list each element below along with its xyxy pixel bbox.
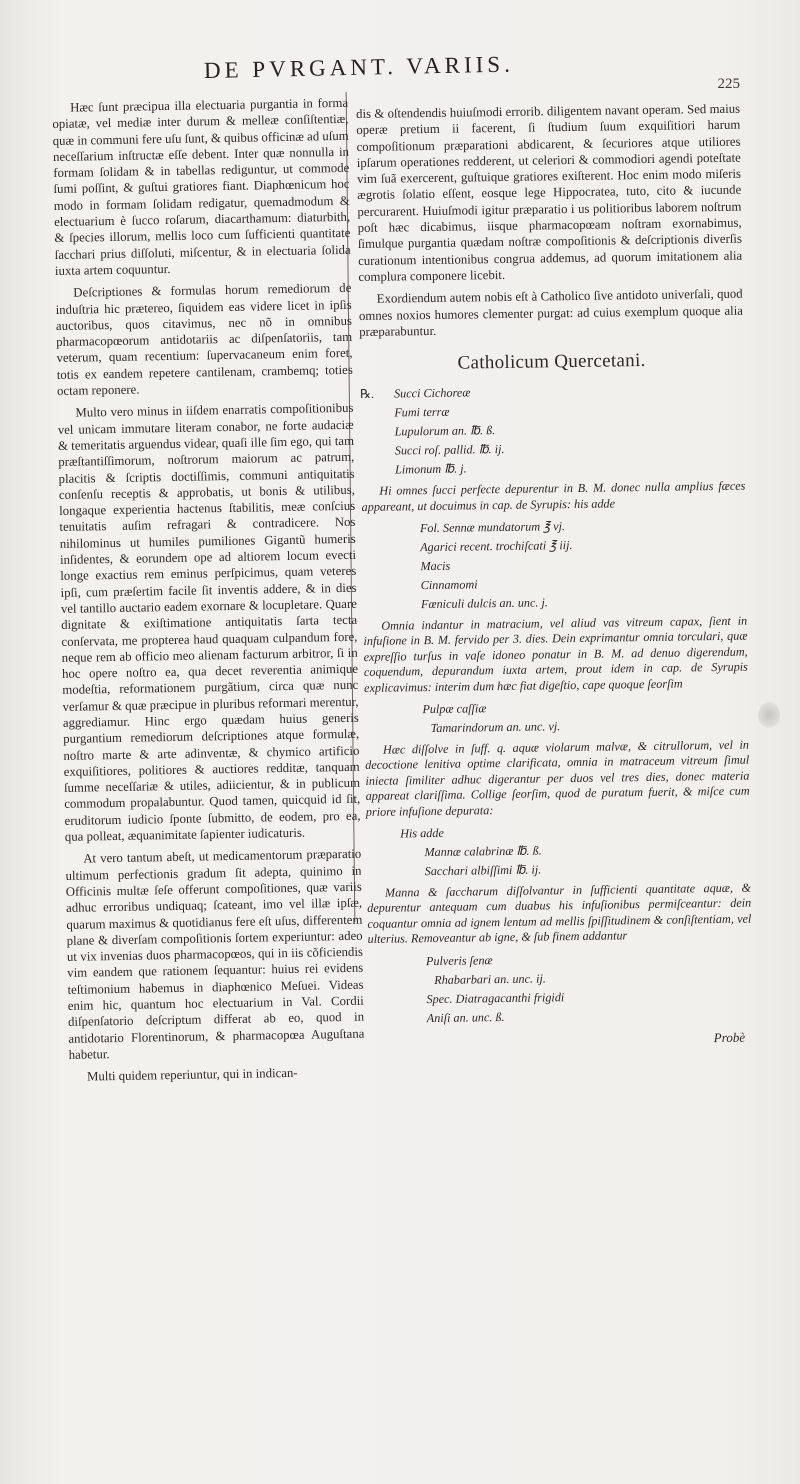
ingredient-line: Aniſi an. unc. ß.: [426, 1009, 505, 1025]
ingredient-line: [360, 381, 744, 402]
left-column: [52, 95, 365, 1092]
paragraph: At vero tantum abeſt, ut medicamentorum præparatio ultimum perfectionis gradum ſit adepta, quinimo in Officinis multæ ſeſe offerunt compoſitiones, quæ variis adhuc erroribus undiquaq; ſcateant, imo vel illæ ipſæ, quarum maximus & quotidianus fere eſt uſus, differentem plane & diverſam compoſitionis ſortem experiuntur: adeo ut vix invenias duos pharmacopœos, qui in iis cõficiendis vim eandem que rationem ſequantur: huius rei evidens teſtimonium habemus in diaphœnico Meſuei. Videas enim hic, quantum hoc electuarium in Val. Cordii diſpenſatorio deſcriptum differat ab eo, quod in antidotario Florentinorum, & pharmacopœa Auguſtana habetur.: [65, 847, 365, 1062]
page-number: 225: [717, 76, 740, 92]
ingredient-line: Limonum ℔. j.: [394, 461, 467, 477]
ingredient-line: Macis: [420, 558, 451, 574]
ingredient-line: Spec. Diatragacanthi frigidi: [426, 989, 565, 1006]
recipe-ingredients-5: [368, 948, 753, 1026]
ingredient-line: Sacchari albiſſimi ℔. ij.: [424, 862, 542, 879]
his-adde: [366, 821, 750, 842]
recipe-symbol: ℞.: [359, 386, 375, 402]
paragraph: Multi quidem reperiuntur, qui in indican-: [86, 1066, 298, 1084]
paragraph: Deſcriptiones & formulas horum remediorum de induſtria hic prætereo, ſiquidem eas videre licet in ipſis auctoribus, quos citavimus, nec nõ in omnibus pharmacopœorum antidotariis ac diſpenſatoriis, tam veterum, quam recentium: ſupervacaneum enim foret, totis ex eandem repetere cantilenam, crambemq; toties octam reponere.: [55, 281, 353, 399]
instruction: Hi omnes ſucci perfecte depurentur in B. M. donec nulla amplius fæces appareant, ut docuimus in cap. de Syrupis: his adde: [361, 478, 746, 514]
ingredient-line: Pulveris ſenæ: [425, 952, 493, 968]
recipe-ingredients-3: [364, 697, 748, 737]
instruction: Omnia indantur in matracium, vel aliud vas vitreum capax, ſient in infuſione in B. M. fervido per 3. dies. Dein exprimantur omnia torculari, quæ expreſſio turſus in vaſe idoneo ponatur in B. M. ad denuo digerendum, coquendum, depurandum iuxta artem, prout idem in cap. de Syrupis explicavimus: interim dum hæc fiat digeſtio, cape quoque ſeorſim: [363, 613, 748, 695]
running-head: DE PVRGANT. VARIIS.: [203, 51, 515, 83]
instruction: Hæc diſſolve in ſuff. q. aquæ violarum malvæ, & citrullorum, vel in decoctione lenitiva optime clarificata, omnia in matraceum vitreum ſimul iniecta ſimiliter adhuc digerantur per duos vel tres dies, donec materia appareat clariſſima. Collige ſeorſim, quod de puratum fuerit, & miſce cum priore infuſione depurata:: [365, 737, 750, 819]
ingredient-line: Pulpæ caſſiæ: [422, 701, 487, 717]
instruction: Manna & ſaccharum diſſolvantur in ſufficienti quantitate aquæ, & depurentur antequam cum duabus his infuſionibus permiſceantur: dein coquantur omnia ad ignem lentum ad mellis ſpiſſitudinem & conſiſtentiam, vel ulterius. Removeantur ab igne, & ſub finem addantur: [367, 880, 752, 947]
ingredient-line: Fumi terræ: [394, 404, 450, 420]
ingredient: Succi Cichoreæ: [393, 385, 471, 401]
ingredient-line: Agarici recent. trochiſcati ℥ iij.: [420, 537, 573, 555]
paragraph: dis & oſtendendis huiuſmodi errorib. diligentem navant operam. Sed maius operæ pretium ii facerent, ſi ſtudium ſuum exquiſitiori harum compoſitionum præparationi abdicarent, & ſecuriores atque utiliores ipſarum operationes redderent, ut celeriori & commodiori agendi poteſtate vim ſuã exercerent, guſtuique gratiores exiſterent. Hoc enim modo miſeris ægrotis ſolatio eſſent, eosque lege Hippocratea, tuto, cito & iucunde percurarent. Huiuſmodi igitur præparatio i us politioribus laborem noſtrum poſt hæc dicabimus, iisque pharmacopœam noſtram exornabimus, ſimulque purgantia quædam noſtræ compoſitionis & deſcriptionis diverſis curationum intentionibus congrua addemus, ad quorum imitationem alia complura componere licebit.: [356, 101, 743, 284]
ingredient-line: Lupulorum an. ℔. ß.: [394, 423, 496, 439]
recipe-ingredients-4: [366, 840, 750, 880]
page-header: [180, 51, 740, 92]
paragraph: Multo vero minus in iiſdem enarratis compoſitionibus vel unicam immutare literam conabor, ne forte audaciæ & temeritatis arguendus videar, quaſi ille ſim ego, qui tam præſtantiſſimorum, noſtrorum maiorum ac patrum, placitis & ſcriptis doctiſſimis, communi antiquitatis conſenſu receptis & approbatis, ut bonis & utilibus, longaque experientia hactenus ſtabilitis, meæ conſcius tenuitatis auſim refragari & contradicere. Nos nihilominus ut humiles pumiliones Gigantũ humeris inſidentes, & eorundem ope ad altiorem locum evecti longe exactius rem eminus perſpicimus, quam veteres ipſi, cum præſertim facile ſit inventis addere, & in dies vel tantillo auctario eadem exornare & locupletare. Quare dignitate & exiſtimatione antiquitatis ſarta tecta conſervata, me propterea haud quaquam culpandum fore, neque rem ab officio meo alienam facturum arbitror, ſi in hoc opere noſtro ea, qua decet reverentia animique modeſtia, reformationem purgãtium, circa quæ nunc verſamur & quæ præcipue in pluribus reformari merentur, aggrediamur. Hinc ergo quædam huius generis purgantium remediorum deſcriptiones atque formulæ, noſtro marte & arte adinventæ, & chymico artificio exquiſitiores, politiores & auctiores redditæ, tanquam ſumme neceſſariæ & utiles, adiicientur, & in publicum commodum propalabuntur. Quod tamen, quicquid id ſit, eruditorum iudicio ſponte ſubmitto, de eodem, pro ea, qua polleat, æquanimitate ſapienter iudicaturis.: [57, 401, 361, 844]
ingredient-line: Rhabarbari an. unc. ij.: [434, 971, 547, 987]
recipe-ingredients-2: [362, 516, 747, 613]
ingredient-line: His adde: [400, 825, 444, 841]
ingredient-line: Fol. Sennæ mundatorum ℥ vj.: [419, 519, 566, 536]
ingredient-line: Mannæ calabrinæ ℔. ß.: [424, 843, 542, 860]
ingredient-line: Cinnamomi: [420, 577, 478, 593]
right-column: [356, 101, 753, 1051]
paragraph: Exordiendum autem nobis eſt à Catholico ſive antidoto univerſali, quod omnes noxios humores clementer purgat: ad cuius exemplum quoque alia præparabuntur.: [358, 286, 743, 339]
paper-stain: [758, 702, 780, 728]
ingredient-line: Tamarindorum an. unc. vj.: [430, 719, 561, 736]
recipe-ingredients-1: [360, 381, 745, 478]
ingredient-line: Fœniculi dulcis an. unc. j.: [420, 595, 548, 612]
section-title: Catholicum Quercetani.: [457, 350, 646, 374]
ingredient-line: Succi roſ. pallid. ℔. ij.: [394, 442, 505, 458]
catchword: Probè: [713, 1029, 746, 1045]
paragraph: Hæc ſunt præcipua illa electuaria purgantia in forma opiatæ, vel mediæ inter durum & melleæ conſiſtentiæ, quæ in communi fere uſu ſunt, & quibus officinæ ad uſum neceſſarium inſtructæ eſſe debent. Inter quæ nonnulla in formam ſolidam & in tabellas rediguntur, ut commode ſumi poſſint, & guſtui gratiores fiant. Diaphœnicum hoc modo in formam ſolidam redigatur, quemadmodum & electuarium è ſucco roſarum, diacarthamum: diaturbith, & ſpecies illorum, mellis loco cum ſufficienti quantitate ſacchari prius diſſoluti, miſcentur, & in electuaria ſolida iuxta artem coquuntur.: [52, 95, 351, 278]
